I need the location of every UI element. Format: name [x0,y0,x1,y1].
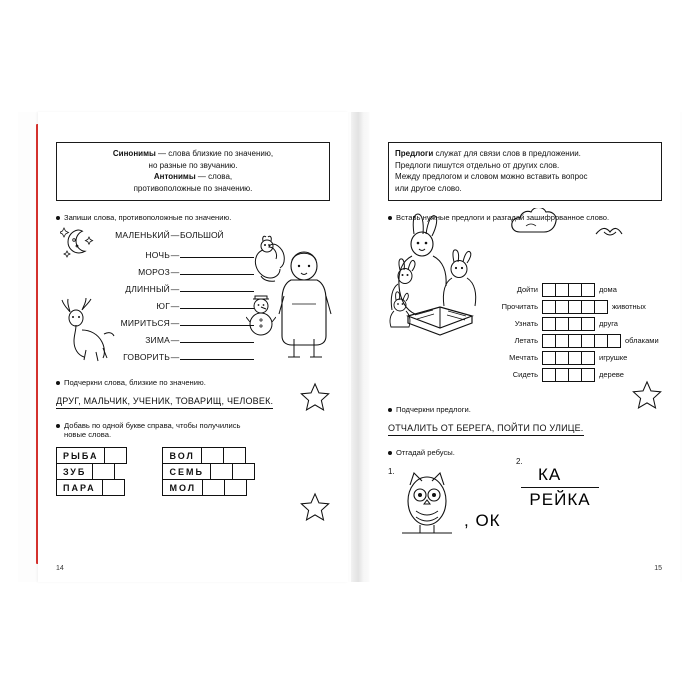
synonyms-definition: — слова близкие по значению, [155,149,274,158]
crossword-cell[interactable] [542,351,556,365]
crossword-clue-left: Дойти [516,285,538,295]
synonyms-sentence-row [56,396,330,409]
bullet-icon [388,408,392,412]
antonym-answer-blank[interactable] [180,281,254,292]
antonym-word: НОЧЬ [145,250,170,261]
crossword-cell[interactable] [581,334,595,348]
crossword-cell[interactable] [568,300,582,314]
rebus-1-text: , ОК [464,511,501,531]
crossword-cell[interactable] [555,351,569,365]
crossword-cell[interactable] [581,351,595,365]
antonym-dash: — [170,301,180,312]
task-2-text: Подчеркни слова, близкие по значению. [64,378,206,388]
left-page [38,112,348,582]
antonym-dash: — [170,335,180,346]
word-cell-empty[interactable] [202,479,225,496]
crossword-cells[interactable] [542,334,620,348]
crossword-cell[interactable] [568,283,582,297]
task-1-text: Вставь нужные предлоги и разгадай зашифрованное слово. [396,213,610,223]
crossword-cell[interactable] [555,283,569,297]
cloud-icon [510,208,558,238]
crossword-cell[interactable] [568,317,582,331]
antonym-word: ДЛИННЫЙ [125,284,170,295]
antonym-dash: — [170,267,180,278]
task-2-text: Подчеркни предлоги. [396,405,471,415]
crossword-cells[interactable] [542,283,594,297]
girl-in-winter-clothes-icon [274,244,336,364]
word-row [56,479,126,496]
crossword-cells[interactable] [542,317,594,331]
prepositions-rule-line3: Между предлогом и словом можно вставить вопрос [395,172,588,182]
word-cell: ЗУБ [56,463,93,480]
crossword-cell[interactable] [581,300,595,314]
star-icon [300,492,330,522]
antonym-word: МОРОЗ [138,267,170,278]
crossword-cell[interactable] [555,317,569,331]
crossword-cell[interactable] [568,334,582,348]
crossword-cell[interactable] [555,300,569,314]
antonym-answer-blank[interactable] [180,247,254,258]
crossword-clue-left: Узнать [514,319,538,329]
crossword-row [486,333,662,348]
moon-and-stars-icon [60,224,94,260]
prepositions-rule-line4: или другое слово. [395,183,462,193]
prepositions-sentence-row [388,423,662,436]
crossword-clue-right: дереве [599,370,624,380]
word-boxes-grid [56,447,330,495]
word-row [56,463,126,480]
antonym-answer[interactable]: БОЛЬШОЙ [180,230,224,241]
crossword-row [486,299,662,314]
prepositions-definition: служат для связи слов в предложении. [433,149,581,158]
prepositions-rule-box [388,142,662,201]
word-cell-empty[interactable] [210,463,233,480]
word-column-1 [56,447,126,495]
right-page-number: 15 [654,565,662,572]
star-icon [632,380,662,410]
task-3-text-line2: новые слова. [64,430,112,440]
bullet-icon [56,424,60,428]
word-cell: ВОЛ [162,447,201,464]
antonym-answer-blank[interactable] [180,349,254,360]
task-1-text: Запиши слова, противоположные по значению. [64,213,232,223]
word-cell: РЫБА [56,447,105,464]
word-cell-empty[interactable] [201,447,224,464]
crossword-cells[interactable] [542,300,607,314]
prepositions-sentence[interactable]: ОТЧАЛИТЬ ОТ БЕРЕГА, ПОЙТИ ПО УЛИЦЕ. [388,423,584,436]
deer-icon [56,292,118,362]
crossword-cell[interactable] [607,334,621,348]
word-row [162,447,253,464]
crossword-cells[interactable] [542,351,594,365]
synonyms-term: Синонимы [112,149,156,158]
snowman-icon [246,292,276,344]
crossword-clue-left: Сидеть [512,370,538,380]
antonym-dash: — [170,230,180,241]
synonyms-antonyms-rule-box [56,142,330,201]
word-cell-empty[interactable] [232,463,255,480]
crossword-cell[interactable] [594,300,608,314]
antonym-answer-blank[interactable] [180,264,254,275]
crossword-clue-right: животных [612,302,646,312]
bullet-icon [388,451,392,455]
task-2-synonyms [56,378,330,387]
synonyms-definition-line2: но разные по звучанию. [148,160,238,170]
word-cell-empty[interactable] [104,447,127,464]
rebus-2-bottom-text: РЕЙКА [521,487,599,510]
crossword-row [486,282,662,297]
antonym-dash: — [170,284,180,295]
bullet-icon [56,381,60,385]
owl-icon [396,467,458,539]
crossword-clue-right: игрушке [599,353,628,363]
antonym-word: ЗИМА [145,335,170,346]
task-1-opposites [56,213,330,222]
antonym-dash: — [170,318,180,329]
word-row [162,463,253,480]
rabbits-reading-book-icon [388,212,498,337]
book-center-spine [351,112,369,582]
word-row [56,447,126,464]
antonym-answer-blank[interactable] [180,332,254,343]
crossword-cell[interactable] [568,351,582,365]
word-row [162,479,253,496]
word-cell: ПАРА [56,479,103,496]
task-3-text: Отгадай ребусы. [396,448,455,458]
word-cell-empty[interactable] [223,447,246,464]
crossword-cell[interactable] [594,334,608,348]
crossword-cell[interactable] [542,334,556,348]
crossword-grid [486,282,662,387]
open-book [18,112,682,582]
crossword-row [486,316,662,331]
bullet-icon [56,216,60,220]
prepositions-rule-line2: Предлоги пишутся отдельно от других слов. [395,160,560,170]
crossword-cell[interactable] [555,368,569,382]
crossword-cell[interactable] [581,317,595,331]
task-2-underline-prepositions [388,405,662,414]
crossword-cell[interactable] [542,368,556,382]
word-cell: МОЛ [162,479,203,496]
synonyms-sentence[interactable]: ДРУГ, МАЛЬЧИК, УЧЕНИК, ТОВАРИЩ, ЧЕЛОВЕК. [56,396,273,409]
antonym-word: ЮГ [156,301,170,312]
crossword-cell[interactable] [555,334,569,348]
crossword-clue-right: дома [599,285,617,295]
antonym-answer-blank[interactable] [180,315,254,326]
left-page-number: 14 [56,565,64,572]
task-3-add-letter [56,421,330,439]
crossword-clue-left: Прочитать [501,302,538,312]
crossword-cell[interactable] [568,368,582,382]
task-3-rebus [388,448,662,457]
crossword-clue-left: Мечтать [509,353,538,363]
antonym-dash: — [170,352,180,363]
rebus-number-1: 1. [388,467,395,477]
antonym-word: ГОВОРИТЬ [123,352,170,363]
word-column-2 [162,447,253,495]
word-cell: СЕМЬ [162,463,210,480]
task-3-text-line1: Добавь по одной букве справа, чтобы получились [64,421,241,431]
rebus-2-top-text: КА [538,465,562,485]
crossword-cell[interactable] [542,283,556,297]
rebus-number-2: 2. [516,457,523,467]
crossword-cell[interactable] [581,368,595,382]
crossword-cell[interactable] [542,300,556,314]
antonym-answer-blank[interactable] [180,298,254,309]
crossword-clue-right: друга [599,319,618,329]
crossword-cells[interactable] [542,368,594,382]
crossword-row [486,350,662,365]
crossword-clue-right: облаками [625,336,659,346]
crossword-clue-left: Летать [514,336,538,346]
antonyms-definition-line2: противоположные по значению. [133,183,253,193]
star-icon [300,382,330,412]
word-cell-empty[interactable] [92,463,115,480]
word-cell-empty[interactable] [224,479,247,496]
crossword-cell[interactable] [581,283,595,297]
bird-icon [592,220,626,244]
prepositions-term: Предлоги [395,149,434,158]
crossword-cell[interactable] [542,317,556,331]
antonyms-definition: — слова, [195,172,233,182]
antonym-dash: — [170,250,180,261]
word-cell-empty[interactable] [102,479,125,496]
right-page-content [388,142,662,545]
right-page [370,112,680,582]
antonyms-term: Антонимы [153,172,196,182]
antonym-word: МАЛЕНЬКИЙ [115,230,170,241]
rebus-section [388,457,662,545]
antonym-word: МИРИТЬСЯ [120,318,170,329]
